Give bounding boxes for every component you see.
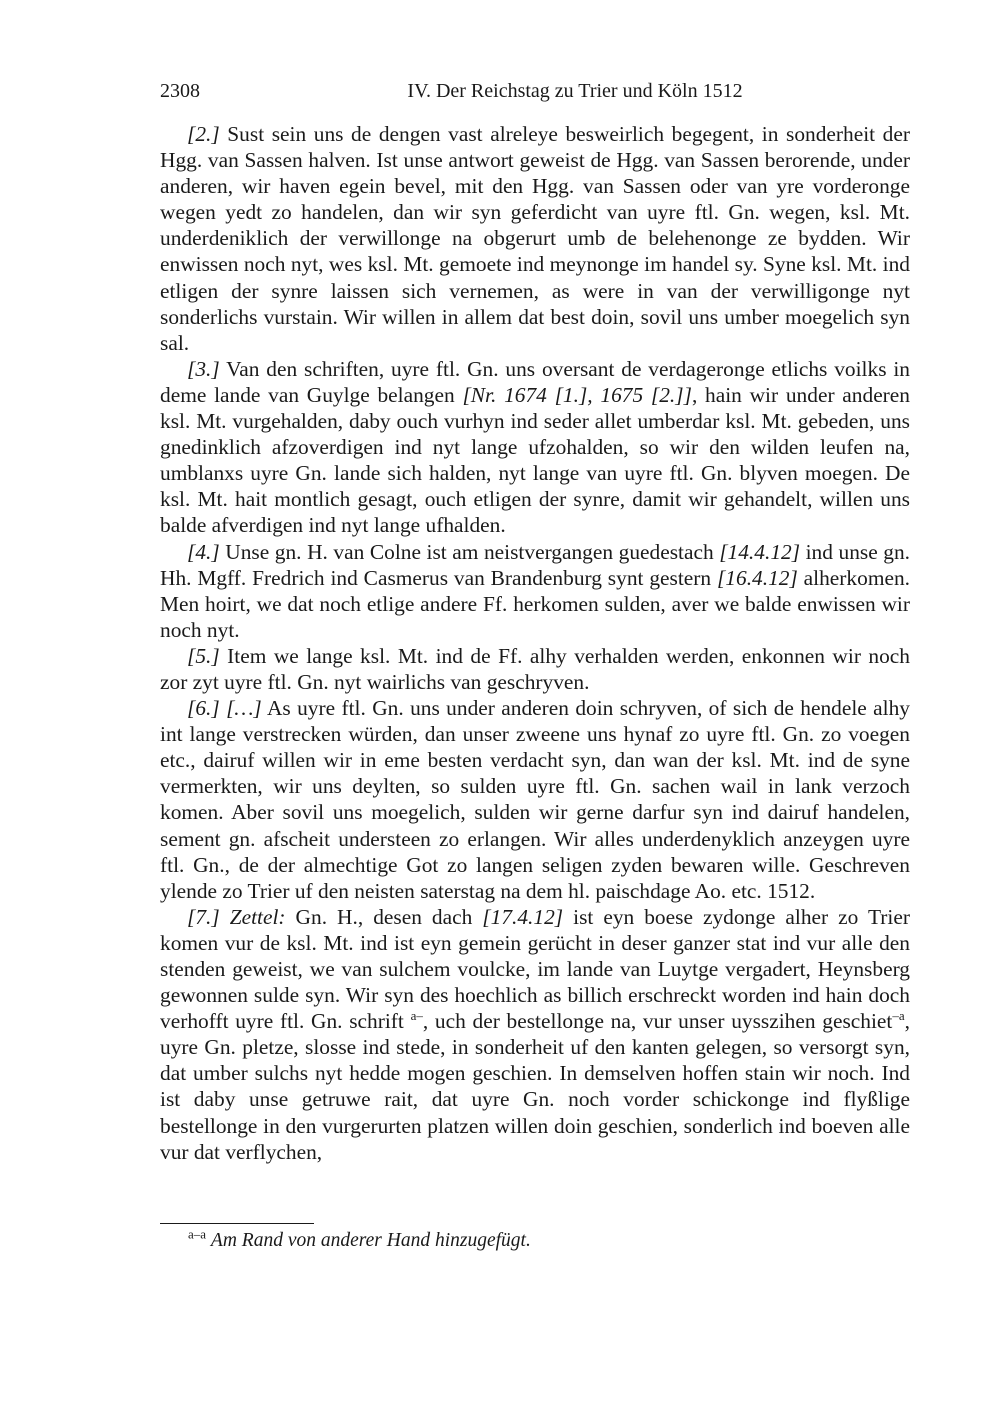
running-title: IV. Der Reichstag zu Trier und Köln 1512 (407, 80, 743, 102)
paragraph-text: Van den schriften, uyre ftl. Gn. uns oversant de verdageronge etlichs voilks in deme lande van Guylge belangen (160, 356, 910, 407)
paragraph-number: [3.] (187, 356, 220, 381)
paragraph-text: As uyre ftl. Gn. uns under anderen doin schryven, of sich de hendele alhy int lange verstrecken würden, dan unser zweene uns hynaf zo uyre ftl. Gn. zo voegen etc., dairuf willen wir in eme besten verdacht syn, dan wan der ksl. Mt. ind de syne vermerkten, wir uns deylten, so sulden uyre ftl. Gn. sachen wail in lank verzoch komen. Aber sovil uns moegelich, sulden wir gerne darfur syn ind dairuf handelen, sement gn. afscheit understeen zo erlangen. Wir alles underdenyklich anzeygen uyre ftl. Gn., de der almechtige Got zo langen seligen zyden bewaren wille. Geschreven ylende zo Trier uf den neisten saterstag na dem hl. paischdage Ao. etc. 1512. (160, 696, 910, 903)
paragraph-text: Gn. H., desen dach (285, 904, 483, 929)
page-number: 2308 (160, 80, 200, 102)
paragraph-number: [7.] Zettel: (187, 904, 286, 929)
paragraph-text: alherkomen. Men hoirt, we dat noch etlige andere Ff. herkomen sulden, aver we balde enwissen wir noch nyt. (160, 565, 910, 642)
paragraph-text: Item we lange ksl. Mt. ind de Ff. alhy verhalden werden, enkonnen wir noch zor zyt uyre ftl. Gn. nyt wairlichs van geschryven. (160, 643, 910, 694)
footnote-marker: a–a (188, 1226, 207, 1242)
footnote (188, 1228, 531, 1254)
paragraph-text: ind unse gn. Hh. Mgff. Fredrich ind Casmerus van Brandenburg synt gestern (160, 539, 910, 590)
footnote-rule (160, 1223, 314, 1224)
paragraph-number: [4.] (187, 539, 220, 564)
paragraph-number: [2.] (187, 122, 220, 146)
paragraph-text: Sust sein uns de dengen vast alreleye besweirlich begegent, in sonderheit der Hgg. van Sassen halven. Ist unse antwort geweist de Hgg. van Sassen berorende, under anderen, wir haven egein bevel, mit den Hgg. van Sassen oder van yre vorderonge wegen yedt zo handelen, dan wir syn geferdicht van uyre ftl. Gn. wegen, ksl. Mt. underdeniklich der verwillonge na obgerurt umb de belehenonge ze bydden. Wir enwissen noch nyt, wes ksl. Mt. gemoete ind meynonge im handel sy. Syne ksl. Mt. ind etligen der synre laissen sich vernemen, as were in van der verwilligonge nyt sonderlichs vurstain. Wir willen in allem dat best doin, sovil uns umber moegelich syn sal. (160, 122, 910, 355)
footnote-text: Am Rand von anderer Hand hinzugefügt. (210, 1230, 531, 1251)
paragraph-text: , uyre Gn. pletze, slosse ind stede, in sonderheit uf den kanten gelegen, so versorgt syn, dat umber sulchs nyt hedde mogen geschien. In demselven hoffen stain wir noch. Ind ist daby unse getruwe rait, dat uyre Gn. noch vorder schickonge ind flyßlige bestellonge in den vurgerurten platzen willen doin geschien, sonderlich ind boeven alle vur dat verflychen, (160, 1009, 910, 1164)
footnote-marker: a– (410, 1008, 423, 1024)
paragraph-3 (160, 356, 910, 539)
paragraph-7 (160, 904, 910, 1165)
paragraph-number: [6.] […] (187, 696, 262, 721)
date-reference: [14.4.12] (719, 539, 801, 564)
date-reference: [16.4.12] (716, 565, 798, 590)
cross-reference: [Nr. 1674 [1.], 1675 [2.]] (462, 382, 692, 407)
paragraph-number: [5.] (187, 643, 220, 668)
paragraph-text: ist eyn boese zydonge alher zo Trier komen vur de ksl. Mt. ind ist eyn gemein gerücht in deser ganzer stat ind vur alle den stenden geweist, we van sulchem voulcke, im lande van Luytge vergadert, Heynsberg gewonnen sulde syn. Wir syn des hoechlich as billich erschreckt worden ind hain doch verhofft uyre ftl. Gn. schrift (160, 904, 910, 1034)
footnote-marker: –a (892, 1008, 905, 1024)
body-text (160, 121, 910, 1165)
paragraph-text: , hain wir under anderen ksl. Mt. vurgehalden, daby ouch vurhyn ind seder allet umberdar ksl. Mt. gebeden, uns gnedinklich afzoverdigen ind nyt lange ufzohalden, so wir den wilden leufen na, umblanxs uyre Gn. lande sich halden, nyt lange van uyre ftl. Gn. blyven moegen. De ksl. Mt. hait montlich gesagt, ouch etligen der synre, damit wir gehandelt, willen uns balde afverdigen ind nyt lange ufhalden. (160, 382, 910, 538)
page-header (160, 80, 910, 108)
paragraph-text: Unse gn. H. van Colne ist am neistvergangen guedestach (219, 539, 720, 564)
paragraph-6 (160, 695, 910, 904)
paragraph-2 (160, 121, 910, 356)
paragraph-5 (160, 643, 910, 695)
paragraph-4 (160, 539, 910, 643)
date-reference: [17.4.12] (482, 904, 564, 929)
paragraph-text: , uch der bestellonge na, vur unser uysszihen geschiet (422, 1009, 893, 1034)
